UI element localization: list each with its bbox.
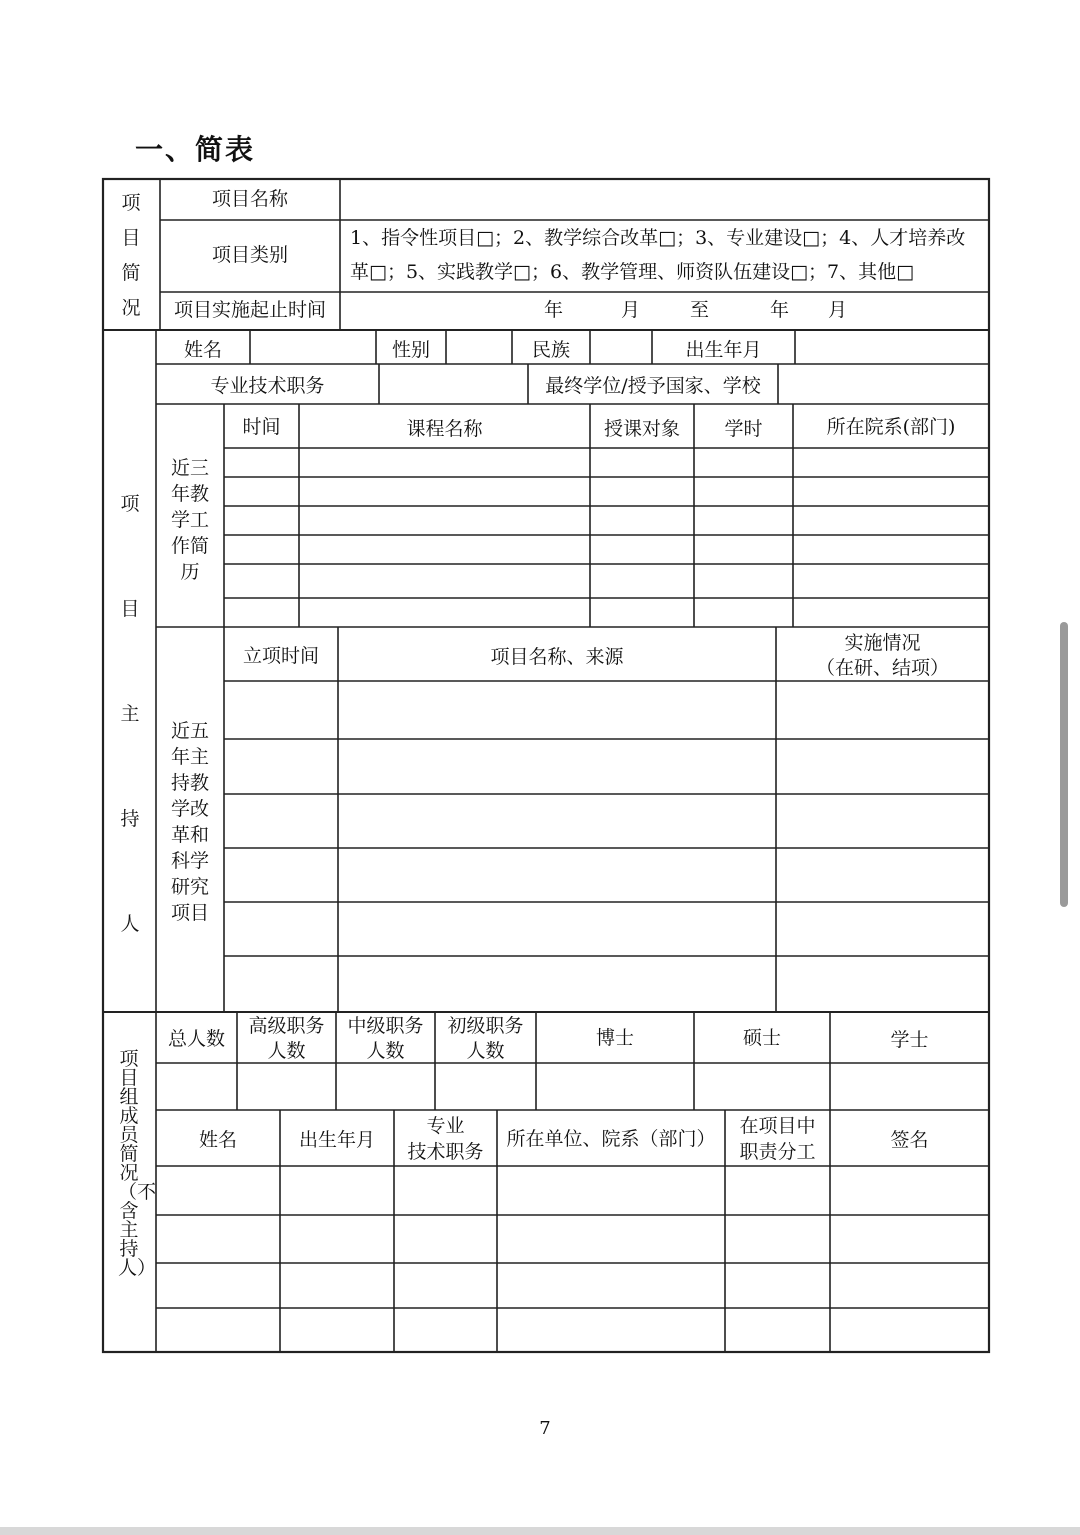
host-birth-label: 出生年月 [685, 339, 762, 361]
teaching-header-hours: 学时 [724, 418, 763, 440]
teaching-header-department: 所在院系(部门) [826, 416, 956, 438]
members-bachelor-label: 学士 [890, 1029, 929, 1051]
members-total-label: 总人数 [167, 1028, 225, 1050]
research-header-status-line2: （在研、结项） [815, 657, 949, 679]
project-overview-side-label: 项目简况 [121, 192, 141, 319]
period-month-end: 月 [828, 299, 848, 321]
bottom-bar [0, 1527, 1080, 1535]
members-senior-line1: 高级职务 [248, 1015, 325, 1037]
member-signature-header: 签名 [890, 1129, 929, 1151]
vertical-scrollbar[interactable] [1060, 622, 1068, 907]
period-year-end: 年 [770, 299, 790, 321]
host-title-label: 专业技术职务 [210, 375, 325, 397]
category-options-line1: 1、指令性项目□；2、教学综合改革□；3、专业建设□；4、人才培养改 [350, 227, 966, 249]
project-period-label: 项目实施起止时间 [173, 299, 326, 321]
member-unit-header: 所在单位、院系（部门） [506, 1128, 716, 1150]
members-middle-line2: 人数 [366, 1040, 405, 1062]
teaching-header-audience: 授课对象 [603, 418, 680, 440]
members-side-label: 项目组成员简况（不含主持人） [118, 1048, 157, 1279]
page-number: 7 [539, 1418, 551, 1439]
members-master-label: 硕士 [742, 1027, 781, 1049]
members-phd-label: 博士 [595, 1027, 634, 1049]
research-header-status-line1: 实施情况 [844, 632, 921, 654]
members-junior-line2: 人数 [466, 1040, 505, 1062]
research-projects-label: 近五年主持教学改革和科学研究项目 [170, 720, 209, 924]
host-side-label: 项目主持人 [120, 493, 140, 935]
section-title: 一、简表 [135, 133, 256, 166]
host-gender-label: 性别 [391, 339, 430, 361]
teaching-header-time: 时间 [242, 416, 281, 438]
member-title-header-line1: 专业 [426, 1115, 465, 1137]
category-options-line2: 革□；5、实践教学□；6、教学管理、师资队伍建设□；7、其他□ [350, 261, 915, 283]
project-category-label: 项目类别 [211, 244, 288, 266]
host-degree-label: 最终学位/授予国家、学校 [545, 375, 761, 397]
project-name-label: 项目名称 [211, 188, 288, 210]
teaching-header-course: 课程名称 [406, 418, 483, 440]
member-role-header-line1: 在项目中 [739, 1115, 816, 1137]
period-month-start: 月 [621, 299, 641, 321]
member-birth-header: 出生年月 [298, 1129, 375, 1151]
teaching-history-label: 近三年教学工作简历 [170, 457, 209, 583]
host-name-label: 姓名 [183, 339, 222, 361]
members-middle-line1: 中级职务 [347, 1015, 424, 1037]
research-header-date: 立项时间 [242, 645, 319, 667]
host-ethnicity-label: 民族 [531, 339, 570, 361]
research-header-name-source: 项目名称、来源 [490, 646, 624, 668]
members-junior-line1: 初级职务 [447, 1015, 524, 1037]
member-name-header: 姓名 [198, 1129, 237, 1151]
member-role-header-line2: 职责分工 [739, 1141, 816, 1163]
members-senior-line2: 人数 [267, 1040, 306, 1062]
period-to: 至 [690, 299, 710, 321]
member-title-header-line2: 技术职务 [407, 1141, 484, 1163]
period-year-start: 年 [544, 299, 564, 321]
